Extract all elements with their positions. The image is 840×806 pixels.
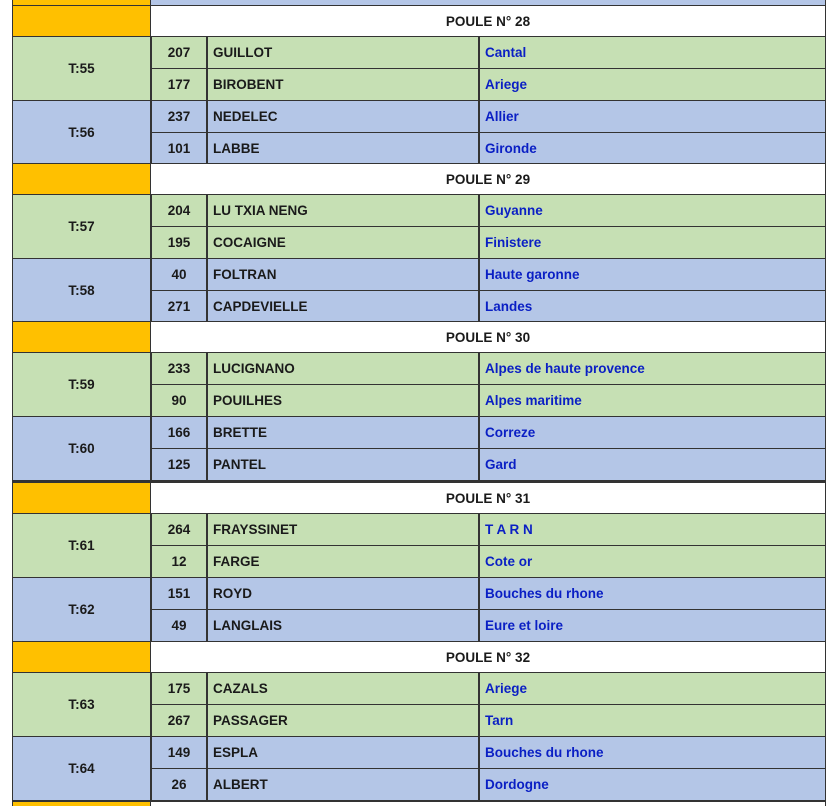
player-department: Eure et loire <box>479 609 826 641</box>
player-department: Correze <box>479 416 826 448</box>
player-department: T A R N <box>479 513 826 545</box>
player-row <box>12 68 826 100</box>
player-name: FOLTRAN <box>207 258 479 290</box>
player-name: NEDELEC <box>207 100 479 132</box>
player-row <box>12 290 826 322</box>
player-department: Dordogne <box>479 768 826 800</box>
player-row <box>12 416 826 448</box>
player-number: 101 <box>151 132 207 164</box>
table-number: T:59 <box>12 352 151 416</box>
player-number: 267 <box>151 704 207 736</box>
player-name: ALBERT <box>207 768 479 800</box>
table-number: T:63 <box>12 672 151 736</box>
player-department: Bouches du rhone <box>479 736 826 768</box>
poule-title: POULE N° 31 <box>151 482 826 513</box>
poule-title: POULE N° 29 <box>151 163 826 194</box>
player-name: LABBE <box>207 132 479 164</box>
player-name: FRAYSSINET <box>207 513 479 545</box>
player-department: Allier <box>479 100 826 132</box>
player-number: 204 <box>151 194 207 226</box>
player-row <box>12 258 826 290</box>
player-row <box>12 132 826 164</box>
player-row <box>12 609 826 641</box>
player-number: 12 <box>151 545 207 577</box>
player-name: COCAIGNE <box>207 226 479 258</box>
player-number: 49 <box>151 609 207 641</box>
player-department: Ariege <box>479 672 826 704</box>
player-department: Alpes maritime <box>479 384 826 416</box>
poule-title: POULE N° 30 <box>151 321 826 352</box>
player-number: 177 <box>151 68 207 100</box>
player-name: LUCIGNANO <box>207 352 479 384</box>
player-name: ROYD <box>207 577 479 609</box>
player-row <box>12 100 826 132</box>
player-row <box>12 448 826 480</box>
player-number: 237 <box>151 100 207 132</box>
player-name: PANTEL <box>207 448 479 480</box>
player-number: 149 <box>151 736 207 768</box>
player-name: BIROBENT <box>207 68 479 100</box>
player-department: Ariege <box>479 68 826 100</box>
player-department: Landes <box>479 290 826 322</box>
player-row <box>12 36 826 68</box>
player-row <box>12 194 826 226</box>
player-row <box>12 736 826 768</box>
poule-marker <box>12 482 151 513</box>
player-number: 26 <box>151 768 207 800</box>
player-number: 233 <box>151 352 207 384</box>
poule-marker <box>12 641 151 672</box>
player-number: 271 <box>151 290 207 322</box>
player-row <box>12 704 826 736</box>
next-row-fragment <box>151 801 826 806</box>
player-name: POUILHES <box>207 384 479 416</box>
player-row <box>12 577 826 609</box>
player-number: 166 <box>151 416 207 448</box>
player-name: GUILLOT <box>207 36 479 68</box>
table-number: T:64 <box>12 736 151 800</box>
table-number: T:55 <box>12 36 151 100</box>
player-department: Cantal <box>479 36 826 68</box>
poule-header-row <box>12 321 826 352</box>
player-row <box>12 672 826 704</box>
poule-header-row <box>12 163 826 194</box>
player-row <box>12 768 826 800</box>
table-number: T:62 <box>12 577 151 641</box>
player-number: 195 <box>151 226 207 258</box>
player-number: 264 <box>151 513 207 545</box>
poule-header-row <box>12 482 826 513</box>
player-number: 151 <box>151 577 207 609</box>
table-number: T:58 <box>12 258 151 322</box>
player-name: FARGE <box>207 545 479 577</box>
poule-marker <box>12 801 151 806</box>
player-row <box>12 352 826 384</box>
poule-marker <box>12 321 151 352</box>
player-row <box>12 545 826 577</box>
player-number: 207 <box>151 36 207 68</box>
player-department: Finistere <box>479 226 826 258</box>
poule-title: POULE N° 32 <box>151 641 826 672</box>
player-number: 40 <box>151 258 207 290</box>
player-row <box>12 226 826 258</box>
poule-header-row <box>12 5 826 36</box>
player-number: 175 <box>151 672 207 704</box>
player-department: Haute garonne <box>479 258 826 290</box>
player-row <box>12 384 826 416</box>
player-name: ESPLA <box>207 736 479 768</box>
player-name: LU TXIA NENG <box>207 194 479 226</box>
player-row <box>12 513 826 545</box>
table-number: T:60 <box>12 416 151 480</box>
player-department: Bouches du rhone <box>479 577 826 609</box>
player-department: Gard <box>479 448 826 480</box>
player-department: Tarn <box>479 704 826 736</box>
table-number: T:61 <box>12 513 151 577</box>
poule-marker <box>12 163 151 194</box>
player-name: PASSAGER <box>207 704 479 736</box>
poule-header-row <box>12 641 826 672</box>
player-number: 90 <box>151 384 207 416</box>
player-department: Cote or <box>479 545 826 577</box>
player-name: CAZALS <box>207 672 479 704</box>
poule-title: POULE N° 28 <box>151 5 826 36</box>
player-name: LANGLAIS <box>207 609 479 641</box>
player-name: CAPDEVIELLE <box>207 290 479 322</box>
table-number: T:57 <box>12 194 151 258</box>
player-department: Gironde <box>479 132 826 164</box>
table-number: T:56 <box>12 100 151 164</box>
poule-marker <box>12 5 151 36</box>
player-department: Guyanne <box>479 194 826 226</box>
player-number: 125 <box>151 448 207 480</box>
player-department: Alpes de haute provence <box>479 352 826 384</box>
next-pool-remnant <box>12 801 826 806</box>
player-name: BRETTE <box>207 416 479 448</box>
